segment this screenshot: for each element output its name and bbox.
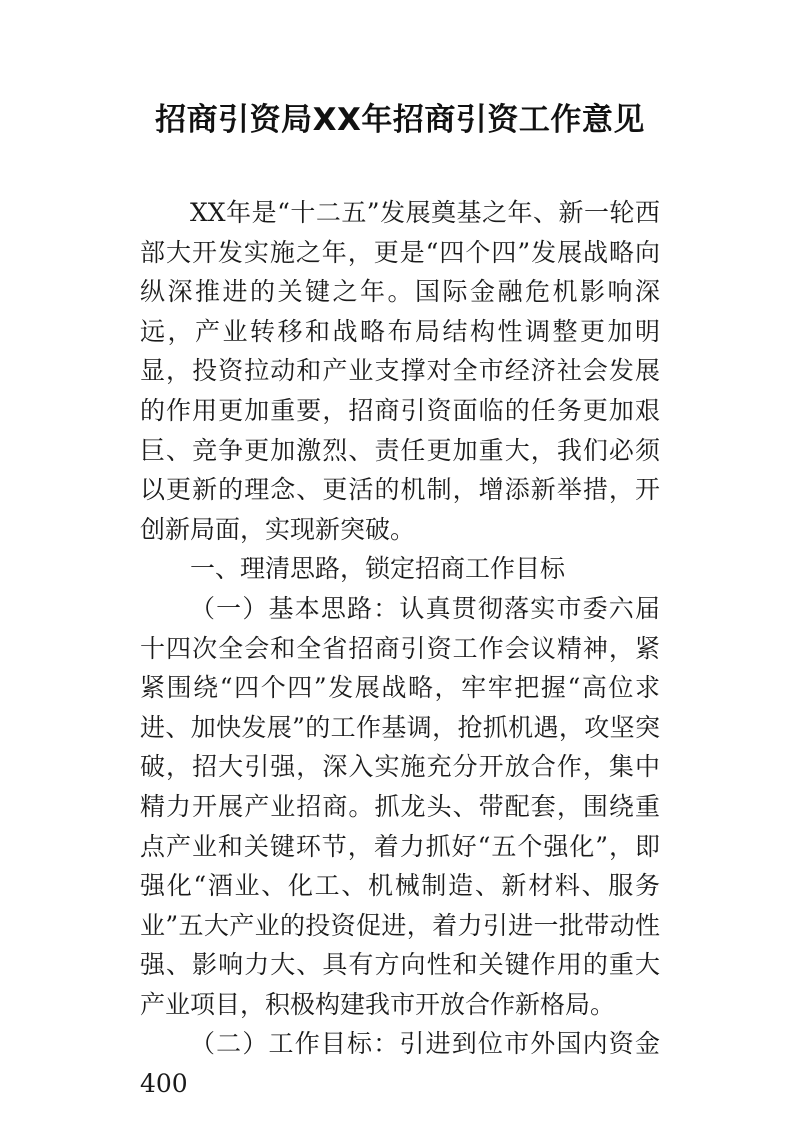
document-title: 招商引资局XX年招商引资工作意见 bbox=[155, 102, 645, 138]
document-body bbox=[140, 193, 660, 1104]
section-heading: 一、理清思路，锁定招商工作目标 bbox=[190, 554, 566, 584]
work-target-paragraph: （二）工作目标：引进到位市外国内资金400 bbox=[140, 1029, 660, 1099]
basic-approach-paragraph: （一）基本思路：认真贯彻落实市委六届十四次全会和全省招商引资工作会议精神，紧紧围绕“四个四”发展战略，牢牢把握“高位求进、加快发展”的工作基调，抢抓机遇，攻坚突破，招大引强，深入实施充分开放合作，集中精力开展产业招商。抓龙头、带配套，围绕重点产业和关键环节，着力抓好“五个强化”，即强化“酒业、化工、机械制造、新材料、服务业”五大产业的投资促进，着力引进一批带动性强、影响力大、具有方向性和关键作用的重大产业项目，积极构建我市开放合作新格局。 bbox=[140, 593, 660, 1019]
intro-paragraph: XX年是“十二五”发展奠基之年、新一轮西部大开发实施之年，更是“四个四”发展战略向纵深推进的关键之年。国际金融危机影响深远，产业转移和战略布局结构性调整更加明显，投资拉动和产业支撑对全市经济社会发展的作用更加重要，招商引资面临的任务更加艰巨、竞争更加激烈、责任更加重大，我们必须以更新的理念、更活的机制，增添新举措，开创新局面，实现新突破。 bbox=[140, 198, 660, 544]
